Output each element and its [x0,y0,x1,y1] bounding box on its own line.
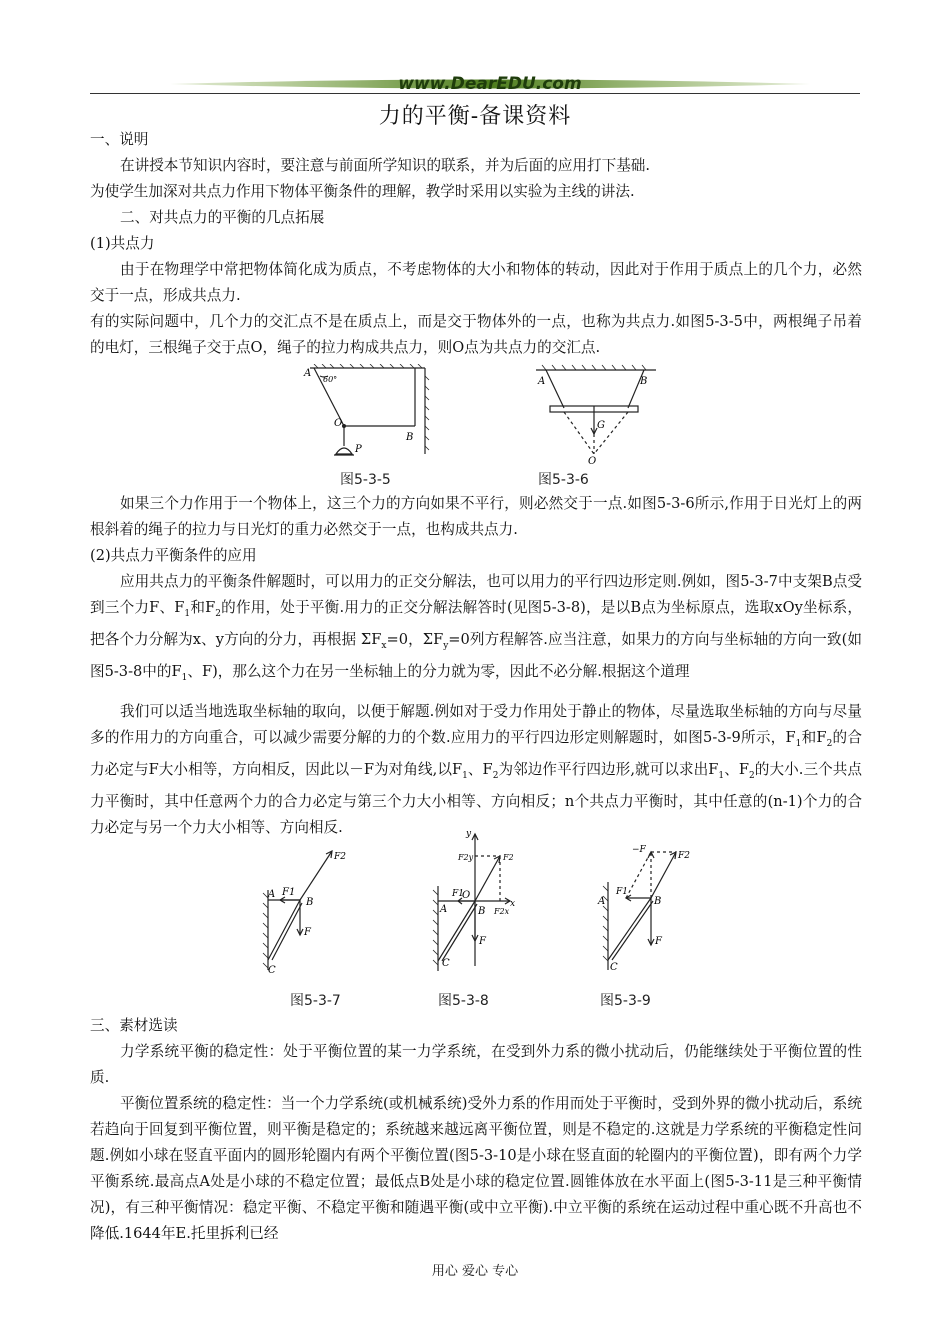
label-o: O [334,418,343,429]
figure-5-3-6 [532,364,662,468]
section-heading-2: 二、对共点力的平衡的几点拓展 [120,209,325,226]
label-y: y [466,829,472,839]
label-b: B [654,896,662,907]
caption-5-3-6: 图5-3-6 [538,472,589,488]
page-footer: 用心 爱心 专心 [431,1264,519,1279]
label-f2: F2 [678,851,690,861]
label-f1: F1 [452,889,464,899]
paragraph: 平衡位置系统的稳定性：当一个力学系统(或机械系统)受外力系的作用而处于平衡时，受到外界的微小扰动后，系统若趋向于回复到平衡位置，则平衡是稳定的；系统越来越远离平衡位置，则是不稳定的.这就是力学系统的平衡稳定性问题.例如小球在竖直平面内的圆形轮圈内有两个平衡位置(图5-3-10是小球在竖直面的轮圈内的平衡位置)，即有两个力学平衡系统.最高点A处是小球的不稳定位置；最低点B处是小球的稳定位置.圆锥体放在水平面上(图5-3-11是三种平衡情况)，有三种平衡情况：稳定平衡、不稳定平衡和随遇平衡(或中立平衡).中立平衡的系统在运动过程中重心既不升高也不降低.1644年E.托里拆利已经 [90,1095,862,1242]
figure-5-3-7 [260,845,360,975]
label-c: C [268,965,276,975]
label-a: A [268,889,276,900]
paragraph: 力学系统平衡的稳定性：处于平衡位置的某一力学系统，在受到外力系的微小扰动后，仍能继续处于平衡位置的性质. [90,1043,862,1086]
label-f2y: F2y [458,853,474,862]
label-f: F [479,936,486,947]
figure-5-3-9 [596,840,701,975]
caption-5-3-7: 图5-3-7 [290,993,341,1009]
paragraph: 由于在物理学中常把物体简化成为质点，不考虑物体的大小和物体的转动，因此对于作用于质点上的几个力，必然交于一点，形成共点力. [90,261,862,304]
section-heading-3: 三、素材选读 [90,1017,178,1034]
label-c: C [610,962,618,973]
angle-label: 60° [323,375,338,384]
label-o: O [462,890,471,901]
paragraph: 有的实际问题中，几个力的交汇点不是在质点上，而是交于物体外的一点，也称为共点力.如图5-3-5中，两根绳子吊着的电灯，三根绳子交于点O，绳子的拉力构成共点力，则O点为共点力的交汇点. [90,313,862,356]
section-heading-1: 一、说明 [90,131,149,148]
paragraph: 应用共点力的平衡条件解题时，可以用力的正交分解法，也可以用力的平行四边形定则.例如，图5-3-7中支架B点受到三个力F、$F_1$和$F_2$的作用，处于平衡.用力的正交分解法解答时(见图5-3-8)，是以B点为坐标原点，选取xOy坐标系，把各个力分解为x、y方向的分力，再根据 $\Sigma F_x=0$，$\Sigma F_y=0$列方程解答.应当注意，如果力的方向与坐标轴的方向一致(如图5-3-8中的$F_1$、F)，那么这个力在另一坐标轴上的分力就为零，因此不必分解.根据这个道理 [90,573,862,683]
label-b: B [478,906,486,917]
label-f1: F1 [616,887,628,897]
figure-5-3-5 [300,364,440,472]
figure-5-3-8 [430,826,540,976]
label-b: B [406,432,414,443]
label-f2: F2 [503,853,514,862]
label-f: F [304,927,311,938]
label-a: A [304,368,312,379]
paragraph: 如果三个力作用于一个物体上，这三个力的方向如果不平行，则必然交于一点.如图5-3-6所示,作用于日光灯上的两根斜着的绳子的拉力与日光灯的重力必然交于一点，也构成共点力. [90,495,862,538]
paragraph: 在讲授本节知识内容时，要注意与前面所学知识的联系，并为后面的应用打下基础. [120,157,651,174]
label-b: B [640,376,648,387]
subheading: (1)共点力 [90,235,155,252]
caption-5-3-5: 图5-3-5 [340,472,391,488]
label-a: A [598,896,606,907]
label-x: x [510,899,516,909]
label-f2x: F2x [494,907,510,916]
subheading: (2)共点力平衡条件的应用 [90,547,257,564]
label-g: G [597,420,605,431]
label-p: P [355,444,362,455]
header-rule [90,93,860,94]
paragraph: 为使学生加深对共点力作用下物体平衡条件的理解，教学时采用以实验为主线的讲法. [90,183,635,200]
label-b: B [306,897,314,908]
page-title: 力的平衡-备课资料 [378,104,572,129]
site-logo-text: www.DearEDU.com [398,74,582,94]
label-c: C [442,958,450,969]
caption-5-3-8: 图5-3-8 [438,993,489,1009]
label-f: F [655,936,662,947]
label-a: A [440,904,448,915]
label-a: A [538,376,546,387]
label-f1: F1 [282,887,296,898]
caption-5-3-9: 图5-3-9 [600,993,651,1009]
paragraph: 我们可以适当地选取坐标轴的取向，以便于解题.例如对于受力作用处于静止的物体，尽量选取坐标轴的方向与尽量多的作用力的方向重合，可以减少需要分解的力的个数.应用力的平行四边形定则解题时，如图5-3-9所示，$F_1$和$F_2$的合力必定与F大小相等，方向相反，因此以－F为对角线,以$F_1$、$F_2$为邻边作平行四边形,就可以求出$F_1$、$F_2$的大小.三个共点力平衡时，其中任意两个力的合力必定与第三个力大小相等、方向相反；n个共点力平衡时，其中任意的(n-1)个力的合力必定与另一个力大小相等、方向相反. [90,703,862,836]
header-banner [170,73,810,95]
label-o: O [588,456,597,467]
label-neg-f: −F [632,845,646,855]
label-f2: F2 [334,852,346,862]
